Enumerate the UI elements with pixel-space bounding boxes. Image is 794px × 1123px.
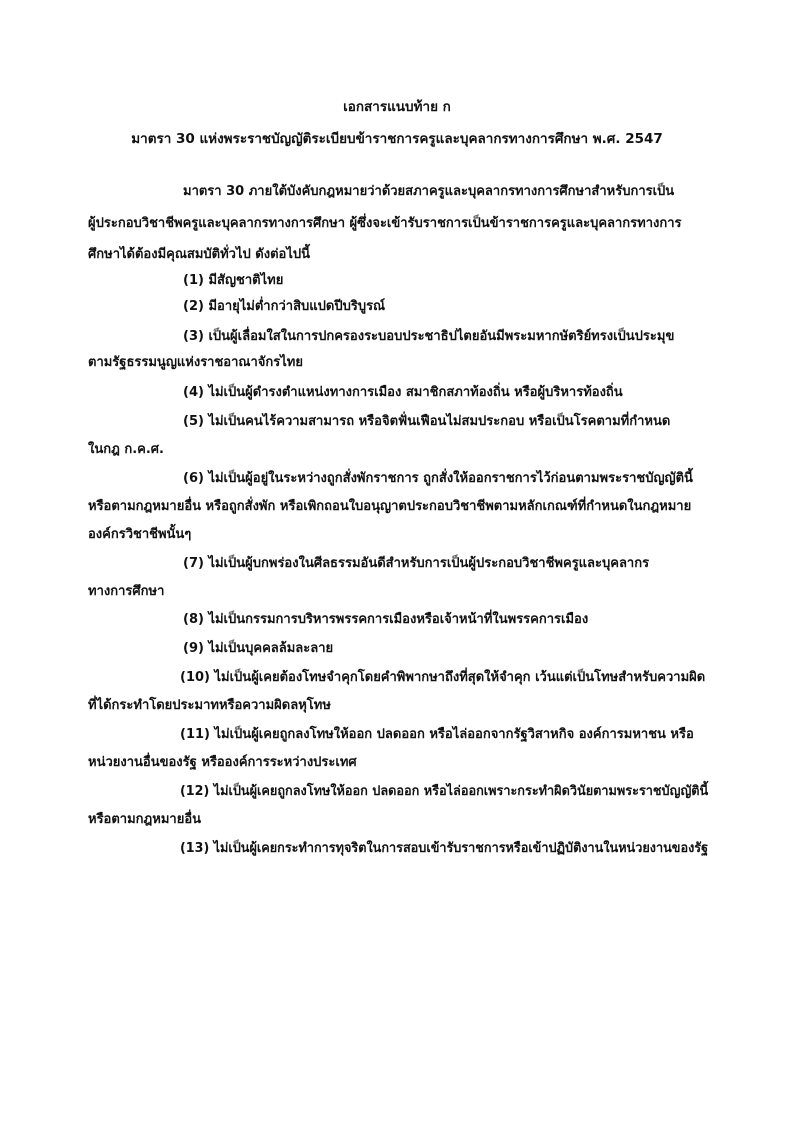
list-item-continuation: ในกฎ ก.ค.ศ. (88, 442, 164, 457)
list-item-continuation: หรือตามกฎหมายอื่น (88, 812, 202, 827)
intro-line: ผู้ประกอบวิชาชีพครูและบุคลากรทางการศึกษา ผู้ซึ่งจะเข้ารับราชการเป็นข้าราชการครูและบุคลากรทางการ (88, 216, 682, 231)
list-item: (2) มีอายุไม่ต่ำกว่าสิบแปดปีบริบูรณ์ (183, 299, 386, 314)
list-item: (4) ไม่เป็นผู้ดำรงตำแหน่งทางการเมือง สมาชิกสภาท้องถิ่น หรือผู้บริหารท้องถิ่น (183, 385, 623, 400)
list-item: (8) ไม่เป็นกรรมการบริหารพรรคการเมืองหรือเจ้าหน้าที่ในพรรคการเมือง (183, 612, 589, 627)
list-item: (7) ไม่เป็นผู้บกพร่องในศีลธรรมอันดีสำหรับการเป็นผู้ประกอบวิชาชีพครูและบุคลากร (183, 556, 650, 571)
list-item: (10) ไม่เป็นผู้เคยต้องโทษจำคุกโดยคำพิพากษาถึงที่สุดให้จำคุก เว้นแต่เป็นโทษสำหรับความผิด (180, 670, 706, 685)
list-item-continuation: ตามรัฐธรรมนูญแห่งราชอาณาจักรไทย (88, 355, 303, 370)
list-item: (9) ไม่เป็นบุคคลล้มละลาย (183, 641, 334, 656)
intro-line: ศึกษาได้ต้องมีคุณสมบัติทั่วไป ดังต่อไปนี้ (88, 247, 310, 262)
document-subtitle: มาตรา 30 แห่งพระราชบัญญัติระเบียบข้าราชการครูและบุคลากรทางการศึกษา พ.ศ. 2547 (131, 131, 663, 147)
list-item: (5) ไม่เป็นคนไร้ความสามารถ หรือจิตฟั่นเฟือนไม่สมประกอบ หรือเป็นโรคตามที่กำหนด (183, 414, 671, 429)
list-item: (6) ไม่เป็นผู้อยู่ในระหว่างถูกสั่งพักราชการ ถูกสั่งให้ออกราชการไว้ก่อนตามพระราชบัญญัตินี้ (183, 471, 693, 486)
list-item: (11) ไม่เป็นผู้เคยถูกลงโทษให้ออก ปลดออก หรือไล่ออกจากรัฐวิสาหกิจ องค์การมหาชน หรือ (180, 727, 694, 742)
list-item-continuation: ทางการศึกษา (88, 584, 165, 599)
list-item: (3) เป็นผู้เลื่อมใสในการปกครองระบอบประชาธิปไตยอันมีพระมหากษัตริย์ทรงเป็นประมุข (183, 329, 675, 344)
list-item-continuation: หน่วยงานอื่นของรัฐ หรือองค์การระหว่างประเทศ (88, 755, 357, 770)
list-item-continuation: ที่ได้กระทำโดยประมาทหรือความผิดลหุโทษ (88, 698, 331, 713)
list-item: (1) มีสัญชาติไทย (183, 273, 284, 288)
intro-line: มาตรา 30 ภายใต้บังคับกฎหมายว่าด้วยสภาครูและบุคลากรทางการศึกษาสำหรับการเป็น (183, 184, 675, 199)
list-item: (12) ไม่เป็นผู้เคยถูกลงโทษให้ออก ปลดออก หรือไล่ออกเพราะกระทำผิดวินัยตามพระราชบัญญัตินี้ (180, 784, 709, 799)
list-item: (13) ไม่เป็นผู้เคยกระทำการทุจริตในการสอบเข้ารับราชการหรือเข้าปฏิบัติงานในหน่วยงานของรัฐ (180, 841, 709, 856)
document-title: เอกสารแนบท้าย ก (343, 99, 451, 115)
list-item-continuation: องค์กรวิชาชีพนั้นๆ (88, 527, 192, 542)
list-item-continuation: หรือตามกฎหมายอื่น หรือถูกสั่งพัก หรือเพิกถอนใบอนุญาตประกอบวิชาชีพตามหลักเกณฑ์ที่กำหนดในกฎหมาย (88, 499, 692, 514)
